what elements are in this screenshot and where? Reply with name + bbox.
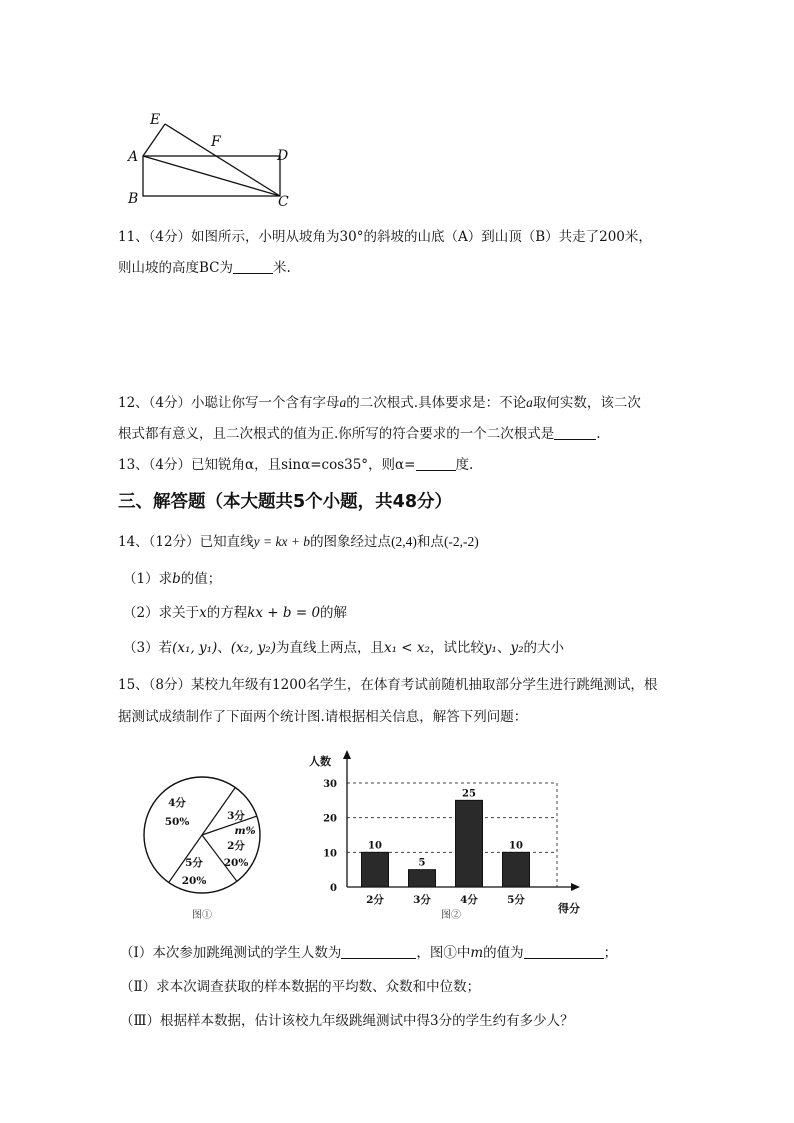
variable-y1: y₁ (483, 640, 497, 656)
q12-text-b: 的二次根式.具体要求是：不论 (346, 395, 527, 411)
label-d: D (277, 148, 289, 164)
label-c: C (278, 194, 289, 210)
pie-value-2-score: 20% (223, 857, 249, 869)
label-f: F (211, 134, 221, 150)
y-tick-label: 10 (323, 848, 337, 860)
x-axis-arrow (571, 883, 580, 891)
question-14-part2 (123, 603, 347, 623)
q13-expression: sinα=cos35° (281, 457, 369, 473)
x-tick-label: 2分 (366, 894, 384, 906)
segment-ea (143, 124, 165, 156)
q14-p1-text: （1）求 (123, 571, 173, 587)
segment-ec (165, 124, 280, 196)
question-14-stem (118, 532, 479, 552)
pie-value-5-score: 20% (181, 875, 207, 887)
q12-text-d: 根式都有意义，且二次根式的值为正.你所写的符合要求的一个二次根式是 (118, 426, 555, 442)
label-b: B (128, 191, 139, 207)
pie-label-4-score: 4分 (168, 797, 186, 809)
q14-p2-text: （2）求关于 (123, 605, 200, 621)
variable-m: m (470, 945, 484, 961)
q11-prompt: 则山坡的高度BC为 (118, 260, 234, 276)
question-15-part2: （Ⅱ）求本次调查获取的样本数据的平均数、众数和中位数； (120, 979, 481, 995)
q14-point-x2y2: (x₂, y₂) (230, 640, 276, 656)
y-tick-label: 0 (330, 883, 337, 894)
q12-text-c: 取何实数，该二次 (532, 395, 641, 411)
bar-value-label: 10 (509, 840, 523, 852)
y-axis-arrow (343, 750, 351, 759)
label-a: A (128, 149, 139, 165)
q14-text-b: 的图象经过点 (310, 534, 392, 550)
q14-equation: y = kx + b (253, 534, 311, 549)
q14-point2: (-2,-2) (443, 534, 479, 549)
bar-chart (305, 745, 600, 925)
variable-x: x (199, 605, 207, 621)
y-axis-title: 人数 (309, 755, 331, 768)
q14-point-x1y1: (x₁, y₁) (172, 640, 218, 656)
q13-text-b: ，则α= (368, 457, 416, 473)
bar-3 (456, 800, 483, 887)
q14-point1: (2,4) (391, 534, 417, 549)
q14-inequality: x₁ < x₂ (383, 640, 430, 656)
x-axis-title: 得分 (558, 902, 580, 915)
q14-p1-text-b: 的值； (180, 571, 222, 587)
bar-caption: 图② (441, 910, 461, 921)
y-tick-label: 20 (323, 813, 337, 825)
q13-text-a: 13、（4分）已知锐角α，且 (118, 457, 282, 473)
q11-unit: 米. (273, 260, 291, 276)
answer-blank-student-count[interactable] (341, 944, 416, 959)
variable-a: a (339, 395, 347, 410)
q15-p1-semicolon: ； (603, 945, 618, 961)
q14-p3-text-b: 为直线上两点，且 (275, 640, 384, 656)
label-e: E (150, 112, 161, 128)
question-15-part1 (120, 943, 617, 963)
q12-period: . (596, 426, 601, 442)
variable-y2: y₂ (510, 640, 524, 656)
bar-value-label: 25 (462, 788, 476, 800)
question-15-part3: （Ⅲ）根据样本数据，估计该校九年级跳绳测试中得3分的学生约有多少人？ (120, 1013, 574, 1029)
q12-text-a: 12、（4分）小聪让你写一个含有字母 (118, 395, 340, 411)
question-15-line1: 15、（8分）某校九年级有1200名学生，在体育考试前随机抽取部分学生进行跳绳测试，根 (118, 677, 658, 693)
bar-value-label: 5 (418, 857, 426, 869)
answer-blank-m-value[interactable] (524, 944, 604, 959)
bar-4 (503, 852, 530, 887)
q14-separator-2: 、 (496, 640, 511, 656)
x-tick-label: 4分 (460, 894, 478, 906)
q14-p3-text: （3）若 (123, 640, 173, 656)
variable-a: a (526, 395, 533, 410)
q14-separator: 、 (217, 640, 231, 656)
bar-1 (362, 852, 389, 887)
question-14-part1 (123, 569, 221, 589)
q14-p2-equation: kx + b = 0 (247, 605, 321, 621)
q14-p2-text-c: 的解 (320, 605, 348, 621)
bar-2 (409, 870, 436, 887)
pie-label-2-score: 2分 (227, 840, 245, 852)
y-tick-label: 30 (323, 779, 337, 790)
q14-text-a: 14、（12分）已知直线 (118, 534, 254, 550)
q15-p1-text-c: 的值为 (483, 945, 524, 961)
question-11-line1 (118, 227, 652, 247)
question-12-line1 (118, 393, 641, 413)
q13-unit: 度. (455, 457, 474, 473)
question-15-line2: 据测试成绩制作了下面两个统计图.请根据相关信息，解答下列问题： (118, 709, 528, 725)
q15-p1-text: （Ⅰ）本次参加跳绳测试的学生人数为 (120, 945, 342, 961)
pie-label-5-score: 5分 (185, 857, 203, 869)
x-tick-label: 3分 (413, 894, 431, 906)
q14-text-c: 和点 (416, 534, 444, 550)
pie-chart (140, 775, 275, 925)
x-tick-label: 5分 (507, 894, 525, 906)
question-13 (118, 455, 473, 475)
q15-p1-text-b: ，图①中 (416, 945, 471, 961)
geometry-figure (120, 110, 310, 215)
q11-text: 11、（4分）如图所示，小明从坡角为30°的斜坡的山底（A）到山顶（B）共走了200米， (118, 229, 652, 245)
answer-blank-q13[interactable] (416, 456, 456, 471)
q14-p2-text-b: 的方程 (206, 605, 248, 621)
bar-value-label: 10 (368, 840, 382, 852)
q14-p3-text-c: ，试比较 (429, 640, 484, 656)
question-14-part3 (123, 638, 564, 658)
pie-value-4-score: 50% (164, 816, 190, 828)
pie-label-3-score: 3分 (227, 810, 245, 822)
variable-b: b (172, 571, 181, 587)
question-12-line2 (118, 424, 601, 444)
section-title: 三、解答题（本大题共5个小题，共48分） (118, 492, 453, 512)
pie-value-3-score: m% (234, 825, 256, 837)
answer-blank-q11[interactable] (233, 259, 273, 274)
pie-caption: 图① (192, 910, 212, 921)
answer-blank-q12[interactable] (554, 425, 596, 440)
question-11-line2 (118, 258, 291, 278)
q14-p3-text-d: 的大小 (523, 640, 565, 656)
segment-ac (143, 156, 280, 196)
